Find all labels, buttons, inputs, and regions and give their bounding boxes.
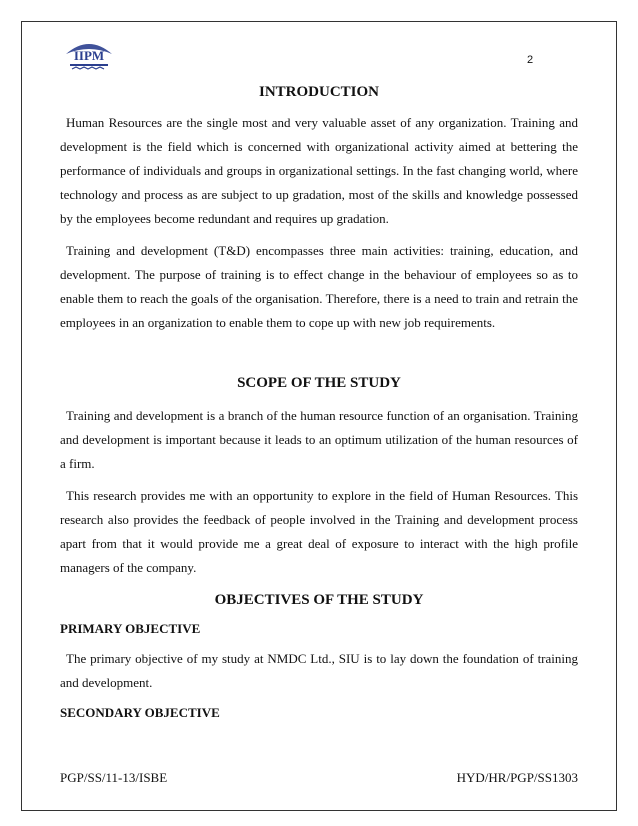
- introduction-heading: INTRODUCTION: [258, 84, 379, 100]
- iipm-logo: [62, 36, 116, 76]
- primary-objective-label: PRIMARY OBJECTIVE: [60, 621, 201, 636]
- page-number: 2: [527, 54, 534, 66]
- primary-objective-text: The primary objective of my study at NMDC Ltd., SIU is to lay down the foundation of training and development.: [60, 651, 578, 690]
- scope-paragraph-1: Training and development is a branch of the human resource function of an organisation. Training and development is important because it leads to an optimum utilization of the human resources of a firm.: [60, 408, 578, 471]
- scope-paragraph-2: This research provides me with an opportunity to explore in the field of Human Resources. This research also provides the feedback of people involved in the Training and development process apart from that it would provide me a great deal of exposure to interact with the high profile managers of the company.: [60, 488, 578, 575]
- document-body: [60, 80, 578, 721]
- secondary-objective-label: SECONDARY OBJECTIVE: [60, 705, 220, 720]
- svg-text:IIPM: IIPM: [73, 48, 105, 63]
- introduction-paragraph-2: Training and development (T&D) encompasses three main activities: training, education, and development. The purpose of training is to effect change in the behaviour of employees so as to enable them to reach the goals of the organisation. Therefore, there is a need to train and retrain the employees in an organization to enable them to cope up with new job requirements.: [60, 243, 578, 330]
- introduction-paragraph-1: Human Resources are the single most and very valuable asset of any organization. Training and development is the field which is concerned with organizational activity aimed at bettering the performance of individuals and groups in organizational settings. In the fast changing world, where technology and process as are subject to up gradation, most of the skills and knowledge possessed by the employees become redundant and requires up gradation.: [60, 115, 578, 226]
- scope-heading: SCOPE OF THE STUDY: [237, 375, 401, 391]
- footer-right-code: HYD/HR/PGP/SS1303: [456, 770, 578, 785]
- footer-left-code: PGP/SS/11-13/ISBE: [60, 770, 168, 785]
- objectives-heading: OBJECTIVES OF THE STUDY: [214, 592, 424, 608]
